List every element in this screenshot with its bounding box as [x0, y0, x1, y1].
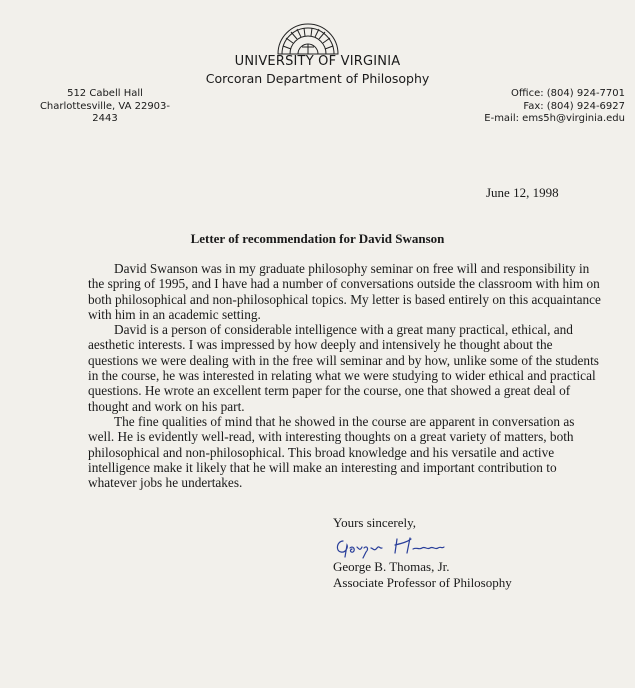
text-line: well. He is evidently well-read, with interesting thoughts on a great variety of matters, both [88, 429, 574, 445]
text-line: thought and work on his part. [88, 398, 245, 414]
department-name: Corcoran Department of Philosophy [205, 71, 430, 86]
paragraph [88, 261, 601, 322]
text-line: David Swanson was in my graduate philosophy seminar on free will and responsibility in [114, 261, 590, 276]
university-rotunda-logo [276, 12, 340, 56]
text-line: with him in an academic setting. [88, 306, 261, 322]
mailing-address [30, 88, 180, 126]
text-line: whatever jobs he undertakes. [88, 475, 243, 491]
text-line: philosophical and non-philosophical. This broad knowledge and his versatile and active [88, 444, 555, 460]
address-line: 512 Cabell Hall [67, 88, 143, 99]
text-line: The fine qualities of mind that he showed in the course are apparent in conversation as [114, 413, 575, 429]
text-line: intelligence make it likely that he will make an interesting and important contribution to [88, 459, 557, 475]
signer-title: Associate Professor of Philosophy [333, 575, 512, 590]
university-name: UNIVERSITY OF VIRGINIA [234, 54, 401, 69]
signer-name: George B. Thomas, Jr. [333, 559, 450, 574]
fax-number: Fax: (804) 924-6927 [523, 100, 625, 112]
handwritten-signature [333, 533, 453, 559]
office-phone: Office: (804) 924-7701 [511, 88, 625, 99]
text-line: in the course, he was interested in relating what we were studying to wider ethical and practical [88, 368, 596, 384]
address-line: Charlottesville, VA 22903-2443 [39, 100, 171, 124]
letter-title: Letter of recommendation for David Swanson [190, 231, 445, 246]
contact-info [465, 88, 625, 126]
text-line: questions. He wrote an excellent term paper for the course, one that showed a great deal of [88, 383, 571, 399]
text-line: the spring of 1995, and I have had a number of conversations outside the classroom with him on [88, 276, 600, 292]
text-line: David is a person of considerable intelligence with a great many practical, ethical, and [114, 322, 573, 338]
email-address: E-mail: ems5h@virginia.edu [484, 113, 625, 124]
closing: Yours sincerely, [333, 515, 417, 530]
paragraph [88, 322, 601, 414]
letter-date: June 12, 1998 [486, 185, 559, 200]
text-line: questions we were dealing with in the free will seminar and by how, unlike some of the students [88, 352, 599, 368]
letter-body [88, 261, 601, 490]
paragraph [88, 414, 601, 490]
text-line: aesthetic interests. I was impressed by how deeply and intensively he thought about the [88, 337, 553, 353]
text-line: both philosophical and non-philosophical topics. My letter is based entirely on this acquaintance [88, 291, 601, 307]
